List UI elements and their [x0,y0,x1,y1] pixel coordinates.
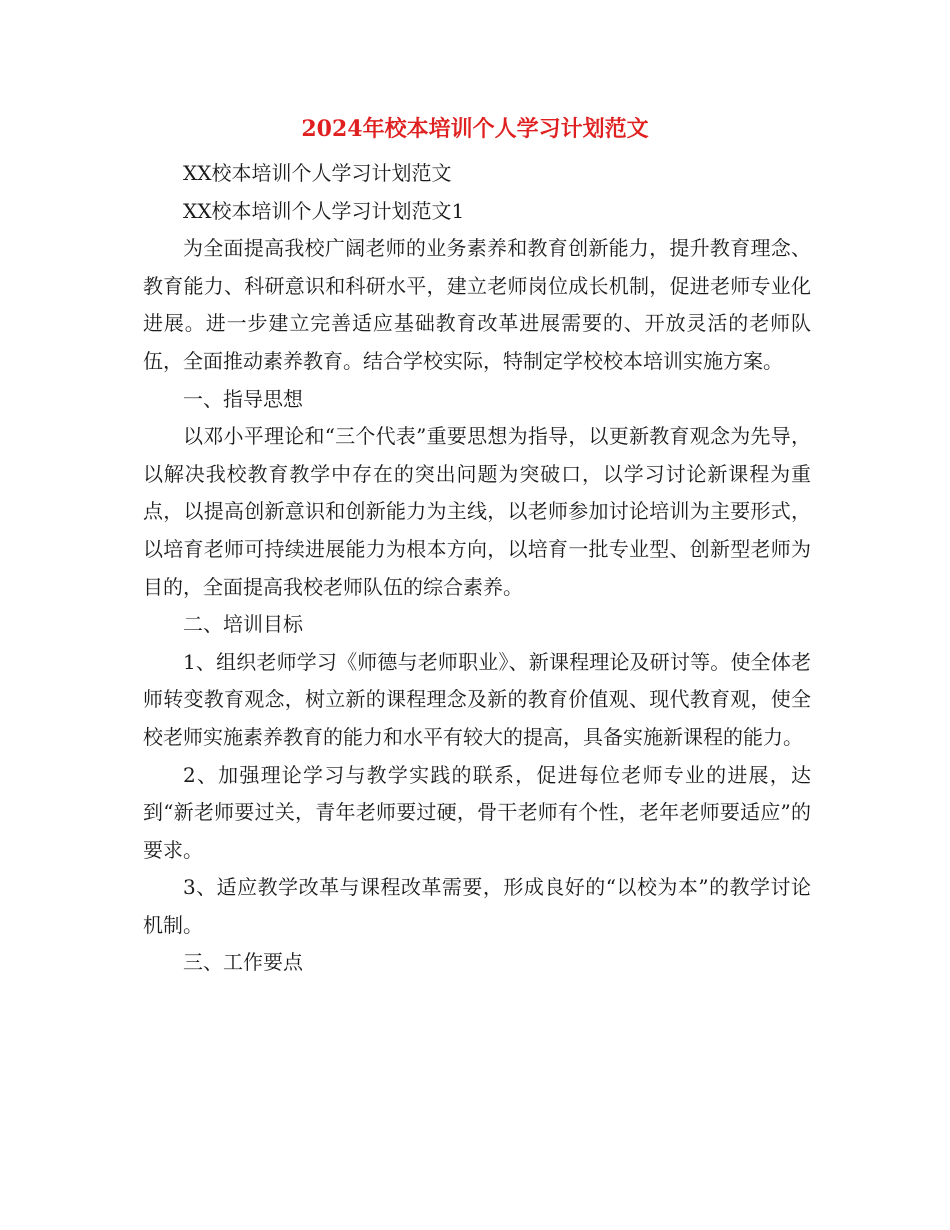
paragraph-section-heading: XX校本培训个人学习计划范文1 [183,198,465,223]
paragraph-goal-3: 3、适应教学改革与课程改革需要，形成良好的“以校为本”的教学讨论机制。 [143,875,811,937]
heading-guiding-ideology: 一、指导思想 [183,386,303,411]
paragraph-subtitle: XX校本培训个人学习计划范文 [183,161,452,185]
paragraph-goal-1: 1、组织老师学习《师德与老师职业》、新课程理论及研讨等。使全体老师转变教育观念，树立新的课程理念及新的教育价值观、现代教育观，使全校老师实施素养教育的能力和水平有较大的提高，具备实施新课程的能力。 [143,649,811,749]
heading-work-points: 三、工作要点 [183,950,303,975]
document-title: 2024年校本培训个人学习计划范文 [301,116,649,142]
paragraph-intro: 为全面提高我校广阔老师的业务素养和教育创新能力，提升教育理念、教育能力、科研意识和科研水平，建立老师岗位成长机制，促进老师专业化进展。进一步建立完善适应基础教育改革进展需要的、开放灵活的老师队伍，全面推动素养教育。结合学校实际，特制定学校校本培训实施方案。 [143,236,811,373]
document-body [143,155,811,982]
paragraph-goal-2: 2、加强理论学习与教学实践的联系，促进每位老师专业的进展，达到“新老师要过关，青年老师要过硬，骨干老师有个性，老年老师要适应”的要求。 [143,762,811,862]
paragraph-guiding-ideology: 以邓小平理论和“三个代表”重要思想为指导，以更新教育观念为先导，以解决我校教育教学中存在的突出问题为突破口，以学习讨论新课程为重点，以提高创新意识和创新能力为主线，以老师参加讨论培训为主要形式，以培育老师可持续进展能力为根本方向，以培育一批专业型、创新型老师为目的，全面提高我校老师队伍的综合素养。 [143,424,811,599]
heading-training-goals: 二、培训目标 [183,612,303,637]
